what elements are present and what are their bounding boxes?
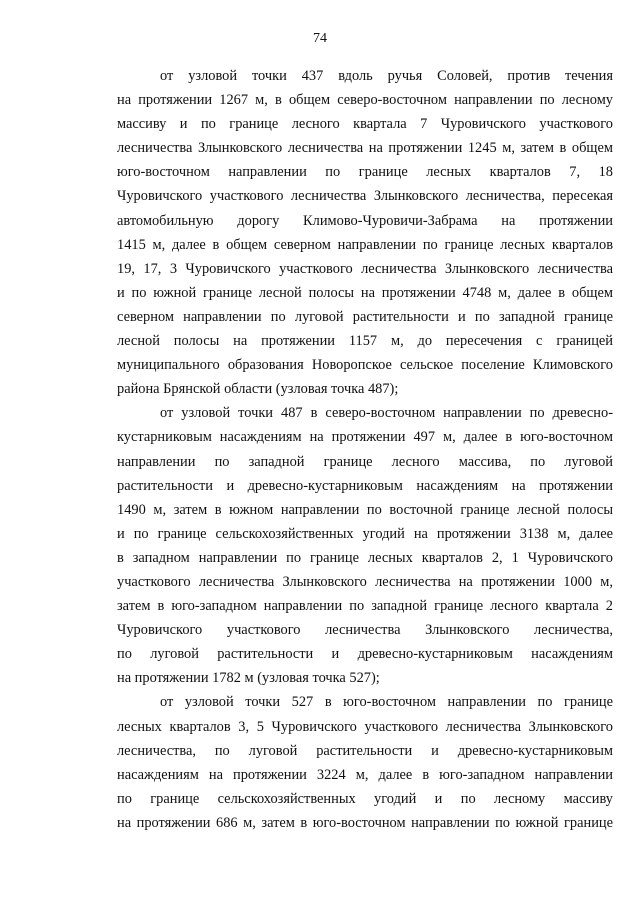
text-line: северном направлении по луговой растительности и по западной границе [117, 308, 613, 325]
document-body [117, 64, 613, 835]
text-line: от узловой точки 487 в северо-восточном направлении по древесно- [160, 405, 613, 422]
text-line: и по границе сельскохозяйственных угодий на протяжении 3138 м, далее [117, 525, 613, 542]
text-line: кустарниковым насаждениям на протяжении 497 м, далее в юго-восточном [117, 429, 613, 446]
text-line: автомобильную дорогу Климово-Чуровичи-Забрама на протяжении [117, 212, 613, 229]
text-line: участкового лесничества Злынковского лесничества на протяжении 1000 м, [117, 573, 613, 590]
text-line: 19, 17, 3 Чуровичского участкового лесничества Злынковского лесничества [117, 260, 613, 277]
text-line: на протяжении 1267 м, в общем северо-восточном направлении по лесному [117, 92, 613, 109]
text-line: лесничества, по луговой растительности и древесно-кустарниковым [117, 742, 613, 759]
page-number: 74 [313, 31, 327, 46]
paragraph-1 [117, 64, 613, 401]
text-line: в западном направлении по границе лесных кварталов 2, 1 Чуровичского [117, 549, 613, 566]
text-line: от узловой точки 437 вдоль ручья Соловей, против течения [160, 68, 613, 84]
text-line: насаждениям на протяжении 3224 м, далее в юго-западном направлении [117, 766, 613, 783]
text-line: Чуровичского участкового лесничества Злынковского лесничества, [117, 622, 613, 639]
text-line: Чуровичского участкового лесничества Злынковского лесничества, пересекая [117, 188, 613, 205]
paragraph-2 [117, 401, 613, 690]
text-line: по границе сельскохозяйственных угодий и по лесному массиву [117, 790, 613, 807]
text-line: на протяжении 686 м, затем в юго-восточном направлении по южной границе [117, 814, 613, 831]
text-line: массиву и по границе лесного квартала 7 Чуровичского участкового [117, 116, 613, 133]
text-line: по луговой растительности и древесно-кустарниковым насаждениям [117, 646, 613, 663]
text-line: направлении по западной границе лесного массива, по луговой [117, 453, 613, 470]
paragraph-3 [117, 690, 613, 835]
text-line: и по южной границе лесной полосы на протяжении 4748 м, далее в общем [117, 284, 613, 301]
text-line: лесничества Злынковского лесничества на протяжении 1245 м, затем в общем [117, 140, 613, 157]
text-line: лесной полосы на протяжении 1157 м, до пересечения с границей [117, 333, 613, 350]
text-line: затем в юго-западном направлении по западной границе лесного квартала 2 [117, 598, 613, 615]
text-line: лесных кварталов 3, 5 Чуровичского участкового лесничества Злынковского [117, 718, 613, 735]
text-line: от узловой точки 527 в юго-восточном направлении по границе [160, 694, 613, 711]
text-line: растительности и древесно-кустарниковым насаждениям на протяжении [117, 477, 613, 494]
text-line: района Брянской области (узловая точка 487); [117, 381, 399, 398]
text-line: юго-восточном направлении по границе лесных кварталов 7, 18 [117, 164, 613, 181]
text-line: на протяжении 1782 м (узловая точка 527); [117, 670, 380, 687]
text-line: 1490 м, затем в южном направлении по восточной границе лесной полосы [117, 501, 613, 518]
text-line: 1415 м, далее в общем северном направлении по границе лесных кварталов [117, 236, 613, 253]
text-line: муниципального образования Новоропское сельское поселение Климовского [117, 357, 613, 374]
